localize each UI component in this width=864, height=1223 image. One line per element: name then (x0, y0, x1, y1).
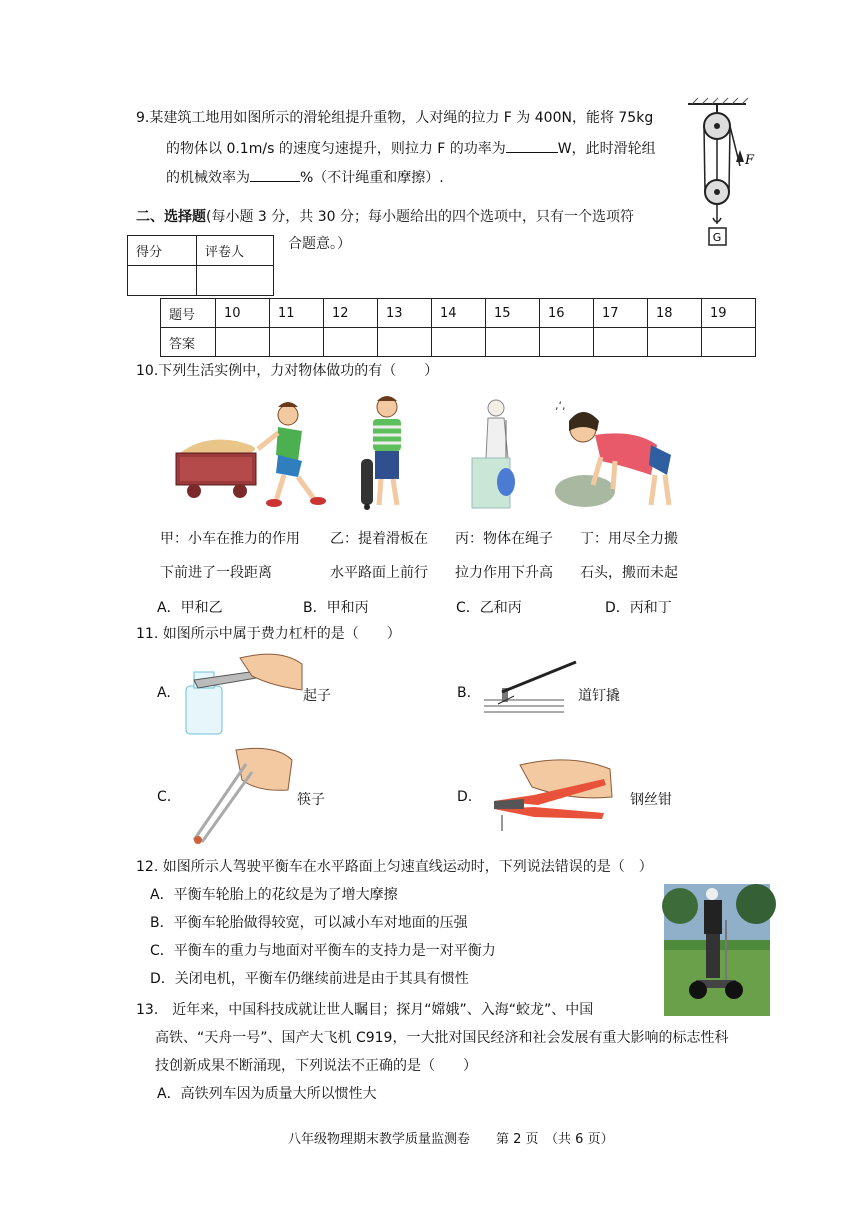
answer-table (160, 298, 756, 357)
q10-option-d[interactable]: D．丙和丁 (605, 600, 672, 616)
q10-caption-bing-line2: 拉力作用下升高 (455, 565, 553, 581)
q10-caption-ding-line2: 石头，搬而未起 (580, 565, 678, 581)
q9-line2 (166, 138, 656, 159)
q11-option-d-name: 钢丝钳 (630, 792, 672, 808)
question-number: 17 (594, 299, 648, 328)
question-number: 12 (324, 299, 378, 328)
answer-cell[interactable] (594, 328, 648, 357)
rope-lift-illustration (472, 398, 532, 518)
question-number: 14 (432, 299, 486, 328)
q9-line3 (166, 167, 444, 188)
q12-option-a[interactable]: A．平衡车轮胎上的花纹是为了增大摩擦 (150, 887, 398, 903)
q9-line2-text: 的物体以 0.1m/s 的速度匀速提升，则拉力 F 的功率为 (166, 141, 506, 157)
q13-line1: 13. 近年来，中国科技成就让世人瞩目；探月“嫦娥”、入海“蛟龙”、中国 (136, 1002, 594, 1018)
lift-stone-illustration (555, 395, 685, 515)
q10-option-b[interactable]: B．甲和丙 (303, 600, 369, 616)
answer-cell[interactable] (378, 328, 432, 357)
q10-caption-bing-line1: 丙：物体在绳子 (455, 531, 553, 547)
answer-cell[interactable] (540, 328, 594, 357)
q12-option-b[interactable]: B．平衡车轮胎做得较宽，可以减小车对地面的压强 (150, 915, 468, 931)
q11-option-c-name: 筷子 (297, 792, 325, 808)
spike-bar-illustration (480, 660, 580, 720)
question-number: 11 (270, 299, 324, 328)
q9-line1: 9.某建筑工地用如图所示的滑轮组提升重物，人对绳的拉力 F 为 400N，能将 75kg (136, 110, 654, 126)
q10-caption-yi-line1: 乙：提着滑板在 (330, 531, 428, 547)
section2-heading (136, 207, 634, 227)
q13-line3: 技创新成果不断涌现，下列说法不正确的是（ ） (155, 1058, 477, 1074)
q11-option-a-letter[interactable]: A. (157, 685, 171, 701)
score-label: 得分 (128, 236, 197, 266)
q11-option-d-letter[interactable]: D. (457, 789, 473, 805)
q10-caption-yi-line2: 水平路面上前行 (330, 565, 428, 581)
question-number: 18 (648, 299, 702, 328)
q9-line2-tail: W，此时滑轮组 (557, 141, 656, 157)
q11-stem: 11. 如图所示中属于费力杠杆的是（ ） (136, 626, 401, 642)
q10-caption-jia-line2: 下前进了一段距离 (160, 565, 272, 581)
page-footer: 八年级物理期末教学质量监测卷 第 2 页 （共 6 页） (288, 1132, 614, 1147)
q11-option-a-name: 起子 (303, 688, 331, 704)
score-cell[interactable] (128, 266, 197, 296)
answer-cell[interactable] (270, 328, 324, 357)
answer-cell[interactable] (648, 328, 702, 357)
q9-efficiency-blank[interactable] (250, 167, 300, 182)
q10-option-c[interactable]: C．乙和丙 (456, 600, 522, 616)
balance-scooter-photo (664, 884, 770, 1016)
q11-option-b-name: 道钉撬 (578, 688, 620, 704)
answer-cell[interactable] (324, 328, 378, 357)
question-number: 13 (378, 299, 432, 328)
answer-cell[interactable] (432, 328, 486, 357)
q9-line3-text: 的机械效率为 (166, 170, 250, 186)
q10-caption-jia-line1: 甲：小车在推力的作用 (160, 531, 300, 547)
score-box (127, 235, 274, 296)
q9-power-blank[interactable] (506, 138, 558, 153)
question-number: 10 (216, 299, 270, 328)
pulley-force-label: F (745, 153, 755, 168)
q11-option-c-letter[interactable]: C. (157, 789, 172, 805)
q10-stem: 10.下列生活实例中，力对物体做功的有（ ） (136, 363, 439, 379)
grader-cell[interactable] (197, 266, 274, 296)
pulley-weight-label: G (712, 231, 722, 244)
answer-table-answer-label: 答案 (161, 328, 216, 357)
grader-label: 评卷人 (197, 236, 274, 266)
q13-line2: 高铁、“天舟一号”、国产大飞机 C919，一大批对国民经济和社会发展有重大影响的标志性科 (155, 1030, 729, 1046)
answer-cell[interactable] (216, 328, 270, 357)
pulley-figure (688, 96, 768, 256)
question-number: 15 (486, 299, 540, 328)
question-number: 19 (702, 299, 756, 328)
q10-option-a[interactable]: A．甲和乙 (157, 600, 223, 616)
chopsticks-illustration (186, 742, 296, 847)
section2-desc: (每小题 3 分，共 30 分；每小题给出的四个选项中，只有一个选项符 (206, 209, 634, 225)
answer-cell[interactable] (702, 328, 756, 357)
q12-option-c[interactable]: C．平衡车的重力与地面对平衡车的支持力是一对平衡力 (150, 943, 496, 959)
skateboard-carry-illustration (355, 393, 425, 518)
cart-push-illustration (160, 395, 335, 515)
answer-cell[interactable] (486, 328, 540, 357)
q12-option-d[interactable]: D．关闭电机，平衡车仍继续前进是由于其具有惯性 (150, 971, 469, 987)
q10-caption-ding-line1: 丁：用尽全力搬 (580, 531, 678, 547)
section2-desc2: 合题意。） (288, 236, 351, 252)
q12-stem: 12. 如图所示人驾驶平衡车在水平路面上匀速直线运动时，下列说法错误的是（ ） (136, 859, 653, 875)
svg-text:,ʻ,: ,ʻ, (555, 399, 566, 412)
question-number: 16 (540, 299, 594, 328)
q9-line3-tail: %（不计绳重和摩擦）. (300, 170, 444, 186)
section2-title: 二、选择题 (136, 209, 206, 225)
q11-option-b-letter[interactable]: B. (457, 685, 472, 701)
bottle-opener-illustration (180, 650, 305, 735)
q13-option-a[interactable]: A．高铁列车因为质量大所以惯性大 (157, 1086, 377, 1102)
pliers-illustration (490, 755, 625, 835)
answer-table-header-label: 题号 (161, 299, 216, 328)
